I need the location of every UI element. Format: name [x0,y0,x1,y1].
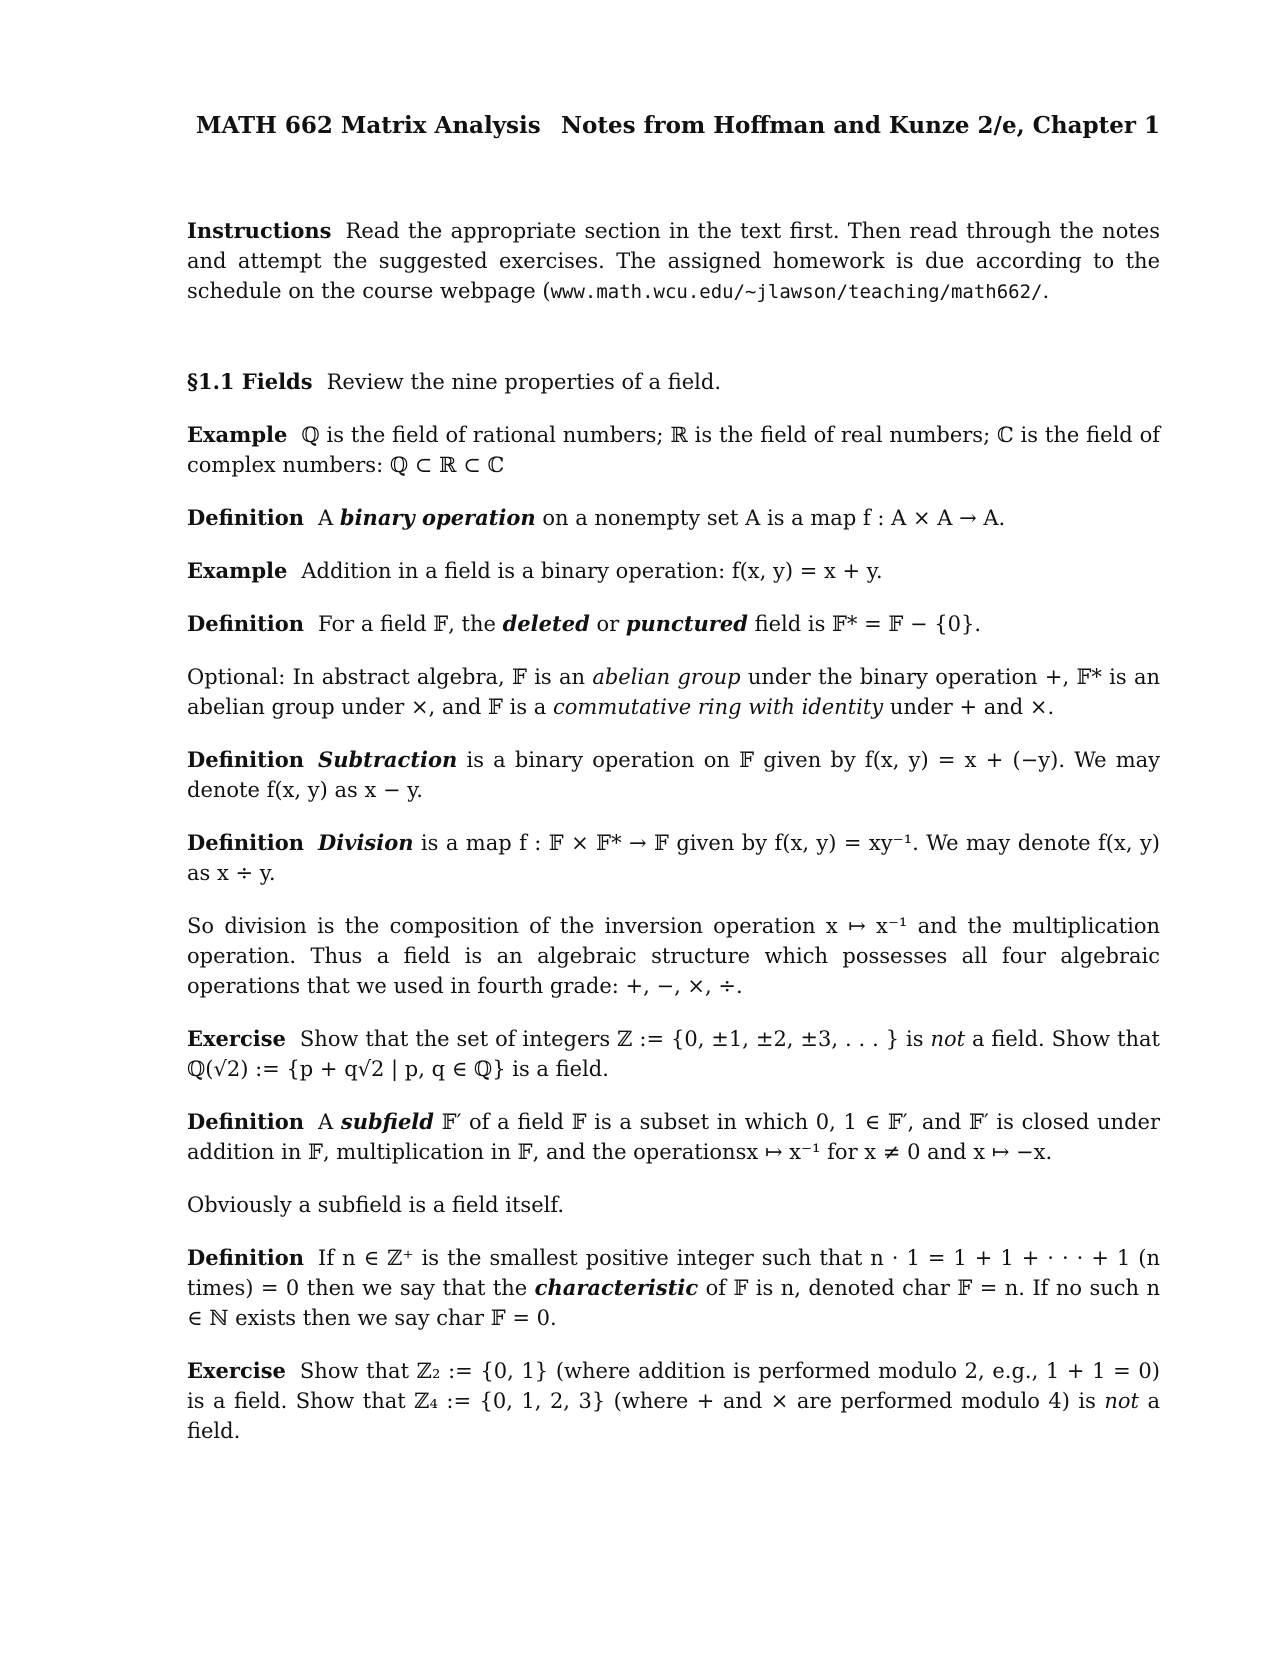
definition-division: Definition Division is a map f : 𝔽 × 𝔽* → 𝔽 given by f(x, y) = xy⁻¹. We may denote f(x, y) as x ÷ y. [187,830,1160,885]
section-heading [187,367,1160,397]
exercise-z2-z4: Exercise Show that ℤ₂ := {0, 1} (where addition is performed modulo 2, e.g., 1 + 1 = 0) is a field. Show that ℤ₄ := {0, 1, 2, 3} (where + and × are performed modulo 4) is not a field. [187,1358,1160,1443]
course-title: MATH 662 Matrix Analysis [196,112,541,139]
section-text: Review the nine properties of a field. [326,370,722,394]
definition-characteristic: Definition If n ∈ ℤ⁺ is the smallest positive integer such that n · 1 = 1 + 1 + · · · + 1 (n times) = 0 then we say that the characteristic of 𝔽 is n, denoted char 𝔽 = n. If no such n ∈ ℕ exists then we say char 𝔽 = 0. [187,1245,1161,1330]
instructions-paragraph: Instructions Read the appropriate section in the text first. Then read through the notes and attempt the suggested exercises. The assigned homework is due according to the schedule on the course webpage (www.math.wcu.edu/∼jlawson/teaching/math662/. [187,218,1160,303]
definition-subfield: Definition A subfield 𝔽′ of a field 𝔽 is a subset in which 0, 1 ∈ 𝔽′, and 𝔽′ is closed under addition in 𝔽, multiplication in 𝔽, and the operationsx ↦ x⁻¹ for x ≠ 0 and x ↦ −x. [187,1109,1160,1164]
notes-title: Notes from Hoffman and Kunze 2/e, Chapter 1 [561,112,1160,139]
instructions-text: Read the appropriate section in the text first. Then read through the notes and attempt the suggested exercises. The assigned homework is due according to the schedule on the course webpage ( [187,219,1160,303]
example-addition: Example Addition in a field is a binary operation: f(x, y) = x + y. [187,558,883,583]
example-rational-real-complex: Example ℚ is the field of rational numbers; ℝ is the field of real numbers; ℂ is the field of complex numbers: ℚ ⊂ ℝ ⊂ ℂ [187,422,1160,477]
exercise-integers: Exercise Show that the set of integers ℤ := {0, ±1, ±2, ±3, . . . } is not a field. Show that ℚ(√2) := {p + q√2 | p, q ∈ ℚ} is a field. [187,1026,1160,1081]
page-header [187,112,1160,139]
division-remark: So division is the composition of the inversion operation x ↦ x⁻¹ and the multiplication operation. Thus a field is an algebraic structure which possesses all four algebraic operations that we used in fourth grade: +, −, ×, ÷. [187,914,1160,998]
course-webpage-link[interactable]: www.math.wcu.edu/∼jlawson/teaching/math662/ [550,281,1043,303]
optional-note: Optional: In abstract algebra, 𝔽 is an abelian group under the binary operation +, 𝔽* is an abelian group under ×, and 𝔽 is a commutative ring with identity under + and ×. [187,665,1160,719]
definition-subtraction: Definition Subtraction is a binary operation on 𝔽 given by f(x, y) = x + (−y). We may denote f(x, y) as x − y. [187,747,1160,802]
section-label: §1.1 Fields [187,369,313,394]
document-page [187,112,1160,1469]
instructions-label: Instructions [187,218,332,243]
definition-binary-operation: Definition A binary operation on a nonempty set A is a map f : A × A → A. [187,505,1006,530]
subfield-remark: Obviously a subfield is a field itself. [187,1193,565,1217]
definition-deleted-field: Definition For a field 𝔽, the deleted or punctured field is 𝔽* = 𝔽 − {0}. [187,611,981,636]
